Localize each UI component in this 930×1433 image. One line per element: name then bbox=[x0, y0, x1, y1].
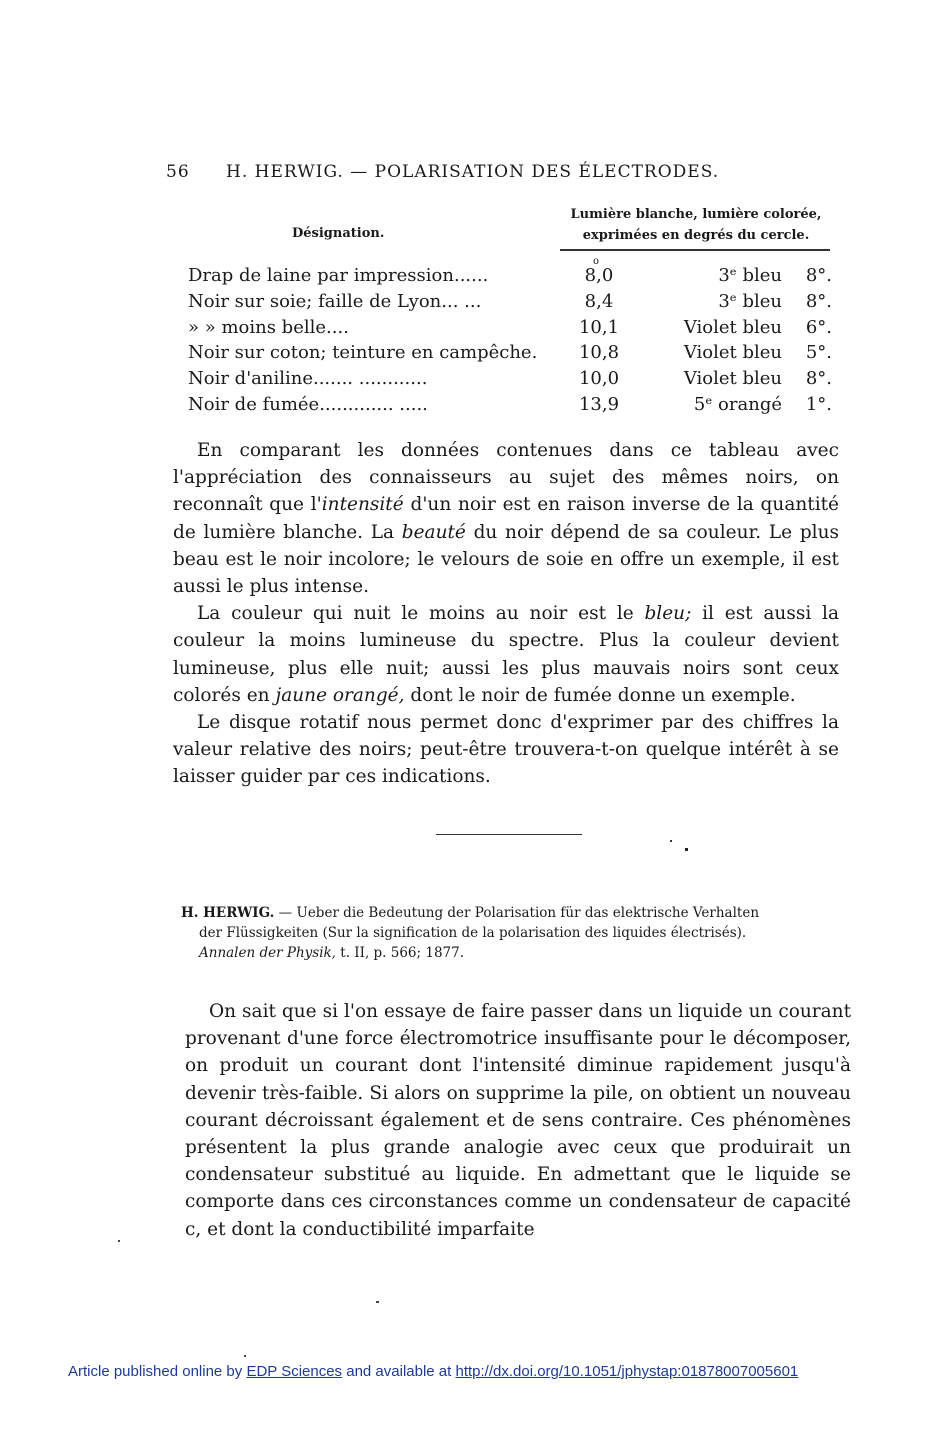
row-designation: Noir sur soie; faille de Lyon... ... bbox=[188, 290, 482, 312]
row-degrees: 6°. bbox=[805, 316, 832, 338]
row-white-light: 8,4 bbox=[584, 290, 614, 312]
row-white-light: 10,8 bbox=[578, 342, 620, 364]
reference-title-b: der Flüssigkeiten (Sur la signification de la polarisation des liquides électrisés). bbox=[199, 925, 747, 941]
row-white-light: 8,0 bbox=[584, 265, 614, 286]
table-header-lumiere-line2: exprimées en degrés du cercle. bbox=[582, 228, 810, 243]
paragraph: Le disque rotatif nous permet donc d'exprimer par des chiffres la valeur relative des noirs; peut-être trouvera-t-on quelque intérêt à se laisser guider par ces indications. bbox=[173, 712, 839, 788]
table-header-rule bbox=[560, 249, 830, 251]
table-row bbox=[188, 317, 838, 343]
ink-speck bbox=[376, 1301, 379, 1303]
row-color: 5ᵉ orangé bbox=[693, 394, 782, 415]
table-row bbox=[188, 368, 838, 394]
row-color: Violet bleu bbox=[683, 342, 782, 364]
emphasis: jaune orangé, bbox=[275, 684, 405, 706]
running-title: H. HERWIG. — POLARISATION DES ÉLECTRODES. bbox=[226, 162, 720, 182]
reference-title-a: — Ueber die Bedeutung der Polarisation für das elektrische Verhalten bbox=[274, 905, 760, 921]
text-span: En comparant les données contenues dans ce tableau avec l'appréciation des connaisseurs au sujet des mêmes noirs, on reconnaît que l' bbox=[173, 440, 839, 516]
row-degrees: 8°. bbox=[805, 290, 832, 312]
row-designation: Noir sur coton; teinture en campêche. bbox=[188, 342, 538, 364]
body-text-1 bbox=[173, 437, 839, 791]
text-span: il est aussi la couleur la moins lumineuse du spectre. Plus la couleur devient lumineuse, plus elle nuit; aussi les plus mauvais noirs sont ceux colorés en bbox=[173, 603, 839, 706]
paragraph bbox=[173, 600, 839, 709]
row-designation: Noir de fumée............. ..... bbox=[188, 394, 428, 415]
row-color: Violet bleu bbox=[683, 316, 782, 338]
row-white-light: 10,1 bbox=[578, 316, 620, 338]
text-span: du noir dépend de sa couleur. Le plus beau est le noir incolore; le velours de soie en offre un exemple, il est aussi le plus intense. bbox=[173, 521, 839, 598]
row-color: 3ᵉ bleu bbox=[718, 290, 782, 312]
section-separator bbox=[436, 834, 582, 835]
page-number: 56 bbox=[166, 162, 190, 182]
table-header-lumiere bbox=[555, 204, 837, 246]
emphasis: intensité bbox=[321, 494, 404, 516]
table-row bbox=[188, 342, 838, 368]
paragraph bbox=[173, 437, 839, 600]
reference-volume: t. II, p. 566; 1877. bbox=[335, 945, 465, 961]
reference-citation bbox=[181, 943, 851, 963]
table-header-designation: Désignation. bbox=[292, 226, 385, 241]
bibliographic-reference bbox=[181, 903, 851, 963]
table-row bbox=[188, 265, 838, 291]
footer-text: Article published online by bbox=[68, 1363, 247, 1380]
paragraph: On sait que si l'on essaye de faire passer dans un liquide un courant provenant d'une force électromotrice insuffisante pour le décomposer, on produit un courant dont l'intensité diminue rapidement jusqu'à devenir très-faible. Si alors on supprime la pile, on obtient un nouveau courant décroissant également et de sens contraire. Ces phénomènes présentent la plus grande analogie avec ceux que produirait un condensateur substitué au liquide. En admettant que le liquide se comporte dans ces circonstances comme un condensateur de capacité c, et dont la conductibilité imparfaite bbox=[185, 1001, 851, 1240]
ink-speck bbox=[244, 1355, 246, 1357]
row-designation: » » moins belle.... bbox=[188, 316, 349, 338]
row-color: 3ᵉ bleu bbox=[718, 265, 782, 286]
text-span: d'un noir est en raison inverse de la quantité de lumière blanche. La bbox=[173, 494, 839, 543]
row-degrees: 5°. bbox=[805, 342, 832, 364]
ink-speck bbox=[118, 1240, 120, 1242]
table-row bbox=[188, 394, 838, 420]
row-color: Violet bleu bbox=[683, 368, 782, 390]
reference-author: H. HERWIG. bbox=[181, 905, 275, 921]
ink-speck bbox=[670, 840, 672, 842]
body-text-2 bbox=[185, 998, 851, 1243]
row-degrees: 1°. bbox=[805, 394, 832, 415]
row-designation: Noir d'aniline....... ............ bbox=[188, 368, 428, 390]
row-designation: Drap de laine par impression...... bbox=[188, 265, 489, 286]
reference-journal: Annalen der Physik, bbox=[199, 945, 336, 961]
table-header-lumiere-line1: Lumière blanche, lumière colorée, bbox=[570, 207, 822, 222]
publication-footer bbox=[68, 1363, 798, 1380]
publisher-link[interactable]: EDP Sciences bbox=[246, 1363, 343, 1380]
degree-mark: o bbox=[593, 256, 600, 267]
table-row bbox=[188, 291, 838, 317]
doi-link[interactable]: http://dx.doi.org/10.1051/jphystap:01878007005601 bbox=[455, 1363, 799, 1380]
row-white-light: 13,9 bbox=[578, 394, 620, 415]
running-header bbox=[166, 162, 719, 182]
emphasis: beauté bbox=[401, 521, 466, 543]
ink-speck bbox=[685, 848, 688, 851]
text-span: La couleur qui nuit le moins au noir est le bbox=[197, 603, 645, 625]
text-span: dont le noir de fumée donne un exemple. bbox=[404, 684, 796, 706]
emphasis: bleu; bbox=[644, 603, 692, 625]
row-white-light: 10,0 bbox=[578, 368, 620, 390]
row-degrees: 8°. bbox=[805, 368, 832, 390]
row-degrees: 8°. bbox=[805, 265, 832, 286]
footer-text: and available at bbox=[342, 1363, 456, 1380]
